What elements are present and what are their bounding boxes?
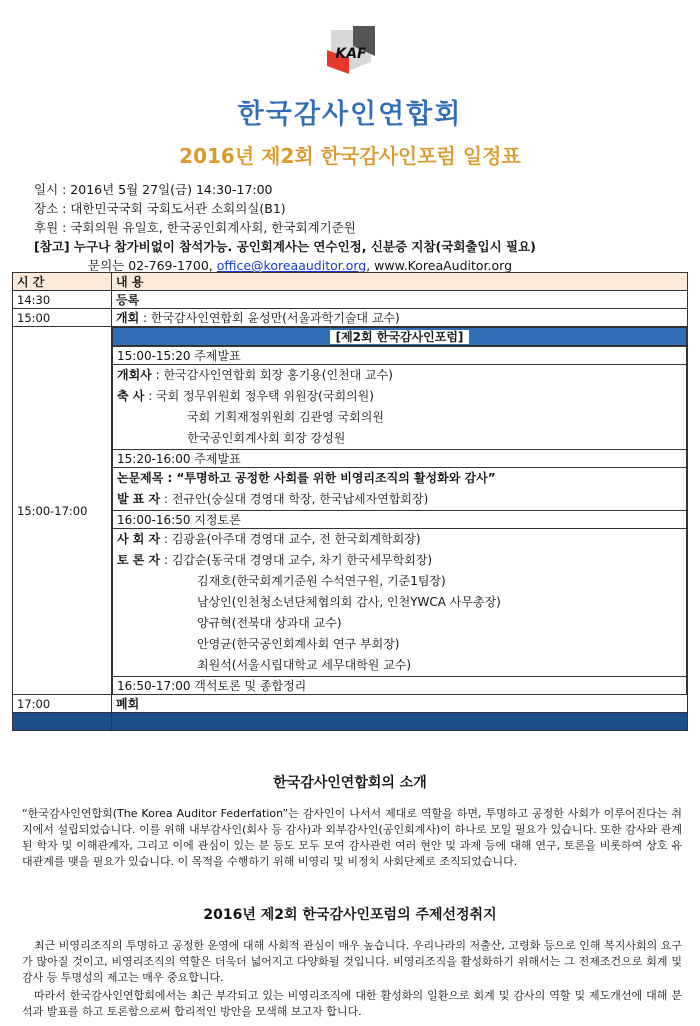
session-detail — [113, 529, 687, 677]
topic-title: : “투명하고 공정한 사회를 위한 비영리조직의 활성화와 감사” — [163, 471, 496, 485]
kaf-logo — [323, 22, 379, 78]
contact-website: , www.KoreaAuditor.org — [366, 258, 513, 273]
presenter-label: 발 표 자 — [117, 492, 161, 506]
forum-program — [112, 327, 688, 695]
contact-email-link[interactable]: office@koreaauditor.org — [216, 258, 367, 273]
opening-address-label: 개회사 — [117, 368, 152, 382]
table-row — [13, 327, 688, 695]
purpose-body-2: 따라서 한국감사인연합회에서는 최근 부각되고 있는 비영리조직에 대한 활성화의 일환으로 회계 및 감사의 역할 및 제도개선에 대해 분석과 발표를 하고 토론함으로써 합리적인 방안을 모색해 보고자 합니다. — [22, 989, 682, 1018]
session-detail — [113, 468, 687, 511]
table-row — [13, 309, 688, 327]
row-time: 14:30 — [13, 291, 112, 309]
opening-label: 개회 — [116, 311, 140, 325]
row-time: 17:00 — [13, 695, 112, 713]
moderator-label: 사 회 자 — [117, 532, 161, 546]
panel-label: 토 론 자 — [117, 553, 161, 567]
panelist-5: 안영균(한국공인회계사회 연구 부회장) — [197, 637, 400, 651]
table-row — [13, 695, 688, 713]
schedule-header-row — [13, 273, 688, 291]
presenter: : 전규안(숭실대 경영대 학장, 한국납세자연합회장) — [160, 492, 429, 506]
panelist-1: : 김갑순(동국대 경영대 교수, 차기 한국세무학회장) — [160, 553, 433, 567]
panelist-6: 최원석(서울시립대학교 세무대학원 교수) — [197, 658, 412, 672]
org-name: 한국감사인연합회 — [237, 99, 463, 130]
contact-phone: 문의는 02-769-1700, — [88, 258, 213, 273]
panelist-3: 남상인(인천청소년단체협의회 감사, 인천YWCA 사무총장) — [197, 595, 501, 609]
topic-label: 논문제목 — [117, 471, 164, 485]
event-info — [34, 180, 694, 275]
info-note: [참고] 누구나 참가비없이 참석가능. 공인회계사는 연수인정, 신분증 지참(국회출입시 필요) — [34, 239, 536, 254]
row-time: 15:00 — [13, 309, 112, 327]
logo-text: KAF — [335, 46, 367, 62]
congrats-3: 한국공인회계사회 회장 강성원 — [187, 431, 346, 445]
purpose-title: 2016년 제2회 한국감사인포럼의 주제선정취지 — [203, 907, 497, 923]
info-date: 일시 : 2016년 5월 27일(금) 14:30-17:00 — [34, 182, 273, 197]
col-time-header: 시 간 — [13, 273, 112, 291]
session-heading: 16:00-16:50 지정토론 — [113, 511, 687, 529]
moderator: : 김광윤(아주대 경영대 교수, 전 한국회계학회장) — [160, 532, 421, 546]
row-content: 폐회 — [112, 695, 688, 713]
congrats-1: : 국회 정무위원회 정우택 위원장(국회의원) — [144, 389, 374, 403]
opening-text: : 한국감사인연합회 윤성만(서울과학기술대 교수) — [139, 311, 400, 325]
forum-title: [제2회 한국감사인포럼] — [113, 328, 687, 347]
event-title: 2016년 제2회 한국감사인포럼 일정표 — [179, 144, 521, 168]
session-heading: 16:50-17:00 객석토론 및 종합정리 — [113, 677, 687, 695]
row-content: 등록 — [112, 291, 688, 309]
row-time: 15:00-17:00 — [13, 327, 112, 695]
opening-address: : 한국감사인연합회 회장 홍기용(인천대 교수) — [151, 368, 393, 382]
panelist-4: 양규혁(전북대 상과대 교수) — [197, 616, 342, 630]
row-content — [112, 309, 688, 327]
table-row — [13, 291, 688, 309]
info-place: 장소 : 대한민국국회 국회도서관 소회의실(B1) — [34, 201, 286, 216]
schedule-table — [12, 272, 688, 731]
congrats-label: 축 사 — [117, 389, 145, 403]
session-heading: 15:00-15:20 주제발표 — [113, 346, 687, 365]
info-sponsor: 후원 : 국회의원 유일호, 한국공인회계사회, 한국회계기준원 — [34, 220, 356, 235]
congrats-2: 국회 기획재정위원회 김관영 국회의원 — [187, 410, 384, 424]
session-heading: 15:20-16:00 주제발표 — [113, 450, 687, 468]
purpose-body-1: 최근 비영리조직의 투명하고 공정한 운영에 대해 사회적 관심이 매우 높습니다. 우리나라의 저출산, 고령화 등으로 인해 복지사회의 요구가 많아질 것이고, 비영리조직의 역할은 더욱더 넓어지고 다양화될 것입니다. 비영리조직을 활성화하기 위해서는 그 전제조건으로 회계 및 감사 등 투명성의 제고는 매우 중요합니다. — [22, 939, 682, 984]
panelist-2: 김재호(한국회계기준원 수석연구원, 기준1팀장) — [197, 574, 446, 588]
intro-title: 한국감사인연합회의 소개 — [273, 775, 427, 791]
intro-body: “한국감사인연합회(The Korea Auditor Federfation”는 감사인이 나서서 제대로 역할을 하면, 투명하고 공정한 사회가 이루어진다는 취지에서 설립되었습니다. 이를 위해 내부감사인(회사 등 감사)과 외부감사인(공인회계사)이 하나로 모일 필요가 있습니다. 또한 감사와 관계된 학자 및 이해관계자, 그리고 이에 관심이 있는 분 등도 모두 모여 감사관련 여러 현안 및 과제 등에 대해 연구, 토론을 비롯하여 상호 유대관계를 맺을 필요가 있습니다. 이 목적을 수행하기 위해 비영리 및 비정치 사회단체로 조직되었습니다. — [22, 807, 682, 868]
session-detail — [113, 365, 687, 450]
table-footer-bar — [13, 713, 688, 731]
col-content-header: 내 용 — [112, 273, 688, 291]
